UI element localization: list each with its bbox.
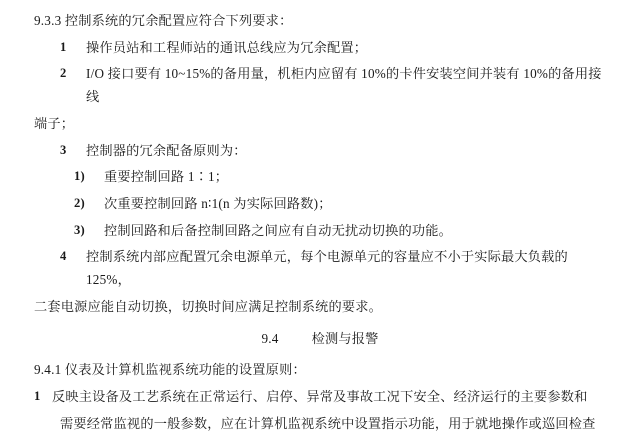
document-body <box>34 10 606 435</box>
list-item-number: 1 <box>34 388 41 403</box>
list-item-text: 控制系统内部应配置冗余电源单元，每个电源单元的容量应不小于实际最大负载的 125%， <box>86 249 568 288</box>
list-item-text: I/O 接口要有 10~15%的备用量，机柜内应留有 10%的卡件安装空间并装有 10%的备用接线 <box>86 66 602 105</box>
centered-section-heading <box>34 328 606 351</box>
list-item <box>34 246 606 291</box>
section-heading: 9.3.3 控制系统的冗余配置应符合下列要求： <box>34 13 293 28</box>
list-item-continuation: 二套电源应能自动切换，切换时间应满足控制系统的要求。 <box>34 298 383 314</box>
list-item <box>34 63 606 108</box>
list-item-number: 3) <box>74 222 85 237</box>
list-item-text: 次重要控制回路 n∶1(n 为实际回路数)； <box>104 195 332 211</box>
list-item-continuation: 端子； <box>34 115 75 131</box>
list-item <box>34 140 606 163</box>
section-title: 检测与报警 <box>311 331 379 347</box>
list-item-number: 1 <box>60 39 67 54</box>
list-item <box>34 193 606 216</box>
list-item-text: 反映主设备及工艺系统在正常运行、启停、异常及事故工况下安全、经济运行的主要参数和 <box>52 388 588 404</box>
list-item-continuation: 需要经常监视的一般参数，应在计算机监视系统中设置指示功能，用于就地操作或巡回检查 <box>60 415 596 431</box>
subsection-heading: 9.4.1 仪表及计算机监视系统功能的设置原则： <box>34 362 306 378</box>
list-item <box>34 37 606 60</box>
list-item-number: 2 <box>60 66 67 81</box>
list-item <box>34 220 606 243</box>
list-item-text: 控制回路和后备控制回路之间应有自动无扰动切换的功能。 <box>104 222 453 238</box>
list-item-number: 4 <box>60 249 67 264</box>
section-number: 9.4 <box>261 331 279 347</box>
list-item-text: 重要控制回路 1∶1； <box>104 169 229 185</box>
list-item-text: 操作员站和工程师站的通讯总线应为冗余配置； <box>86 39 368 55</box>
list-item <box>34 386 606 409</box>
list-item-number: 1) <box>74 169 85 184</box>
list-item-number: 2) <box>74 195 85 210</box>
list-item-text: 控制器的冗余配备原则为： <box>86 142 247 158</box>
list-item <box>34 166 606 189</box>
list-item-number: 3 <box>60 142 67 157</box>
